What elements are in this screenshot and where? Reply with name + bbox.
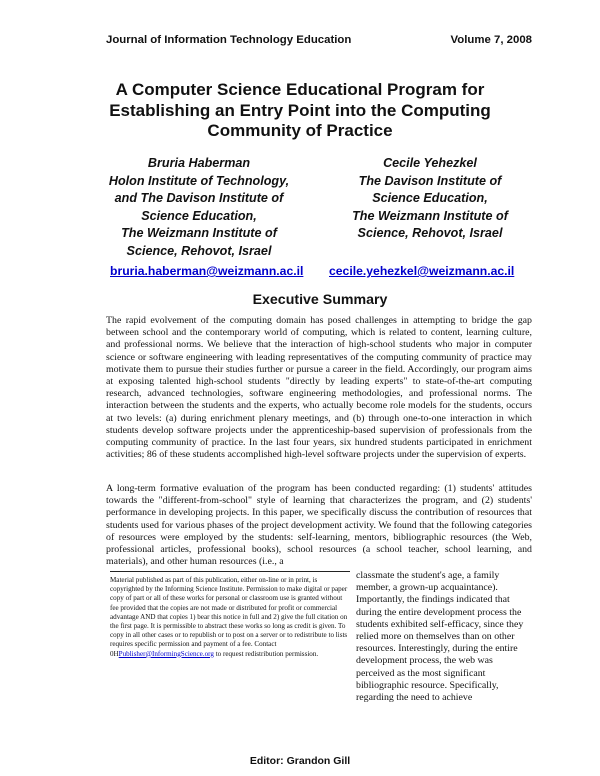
author-affiliation: Science, Rehovot, Israel (126, 243, 272, 258)
author-affiliation: Holon Institute of Technology, (108, 173, 290, 188)
author-name: Cecile Yehezkel (383, 156, 477, 170)
author-affiliation: Science Education, (141, 208, 257, 223)
author-affiliation: The Weizmann Institute of (121, 226, 277, 240)
author-block-haberman (89, 155, 309, 260)
author-name: Bruria Haberman (147, 156, 251, 170)
author-affiliation: The Weizmann Institute of (352, 208, 508, 223)
footnote-text: Material published as part of this publication, either on-line or in print, is copyrighted by the Informing Science Institute. Permission to make digital or paper copy of part or all of these works for personal or classroom use is granted without fee provided that the copies are not made or distributed for profit or commercial advantage AND that copies 1) bear this notice in full and 2) give the full citation on the first page. It is permissible to abstract these works so long as credit is given. To copy in all other cases or to republish or to post on a server or to redistribute to lists requires specific permission and payment of a fee. Contact 0H (110, 576, 348, 658)
title-line: Establishing an Entry Point into the Computing (109, 100, 491, 120)
publisher-email-link[interactable]: Publisher@InformingScience.org (118, 649, 214, 658)
copyright-footnote (110, 571, 350, 659)
author-block-yehezkel (320, 155, 540, 243)
running-header (106, 34, 532, 48)
footnote-text-end: to request redistribution permission. (213, 649, 319, 658)
section-heading: Executive Summary (252, 292, 388, 308)
title-line: A Computer Science Educational Program for (115, 80, 485, 99)
volume-label: Volume 7, 2008 (450, 34, 532, 46)
author-affiliation: The Davison Institute of (358, 173, 502, 188)
email-link-haberman[interactable]: bruria.haberman@weizmann.ac.il (110, 264, 304, 278)
editor-footer: Editor: Grandon Gill (249, 755, 351, 767)
email-link-yehezkel[interactable]: cecile.yehezkel@weizmann.ac.il (329, 264, 515, 278)
author-affiliation: Science Education, (372, 191, 488, 205)
author-affiliation: Science, Rehovot, Israel (357, 226, 503, 240)
journal-name: Journal of Information Technology Education (106, 34, 352, 46)
summary-paragraph-2: A long-term formative evaluation of the program has been conducted regarding: (1) students' attitudes towards the "different-from-school" style of learning that characterizes the program, and (2) students' performance in developing projects. In this paper, we specifically discuss the contribution of resources that students used for various phases of the project development activity. We found that the following categories of resources were employed by the students: self-learning, mentors, bibliographic resources (the Web, professional articles, professional books), school resources (a school teacher, school learning, and materials), and other human resources (i.e., a (106, 483, 532, 568)
paper-title (60, 80, 540, 142)
title-line: Community of Practice (207, 121, 393, 140)
summary-paragraph-continued: classmate the student's age, a family member, a grown-up acquaintance). Importantly, the findings indicated that during the entire development process the students exhibited self-efficacy, since they relied more on themselves than on other resources. Interestingly, during the entire development process, the web was perceived as the most significant bibliographic resource. Specifically, regarding the need to achieve (356, 570, 524, 704)
author-affiliation: and The Davison Institute of (114, 191, 284, 205)
summary-paragraph-1: The rapid evolvement of the computing domain has posed challenges in attempting to bridge the gap between school and the contemporary world of computing, which is related to content, learning culture, and professional norms. We believe that the interaction of high-school students who major in computer science or software engineering with leading representatives of the computing community of practice may motivate them to pursue their studies further or pursue a career in the field. Accordingly, our program aims at exposing talented high-school students "directly by leading experts" to state-of-the-art computing research, advanced technologies, software engineering methodologies, and professional norms. The interaction between the students and the experts, who actually become role models for the students, occurs at two levels: (a) during enrichment plenary meetings, and (b) through one-to-one interaction in which students develop software projects under the apprenticeship-based supervision of professionals from the computing community of practice. In the last four years, six hundred students participated in enrichment activities; 86 of these students accomplished high-level software projects under the supervision of experts. (106, 315, 532, 461)
